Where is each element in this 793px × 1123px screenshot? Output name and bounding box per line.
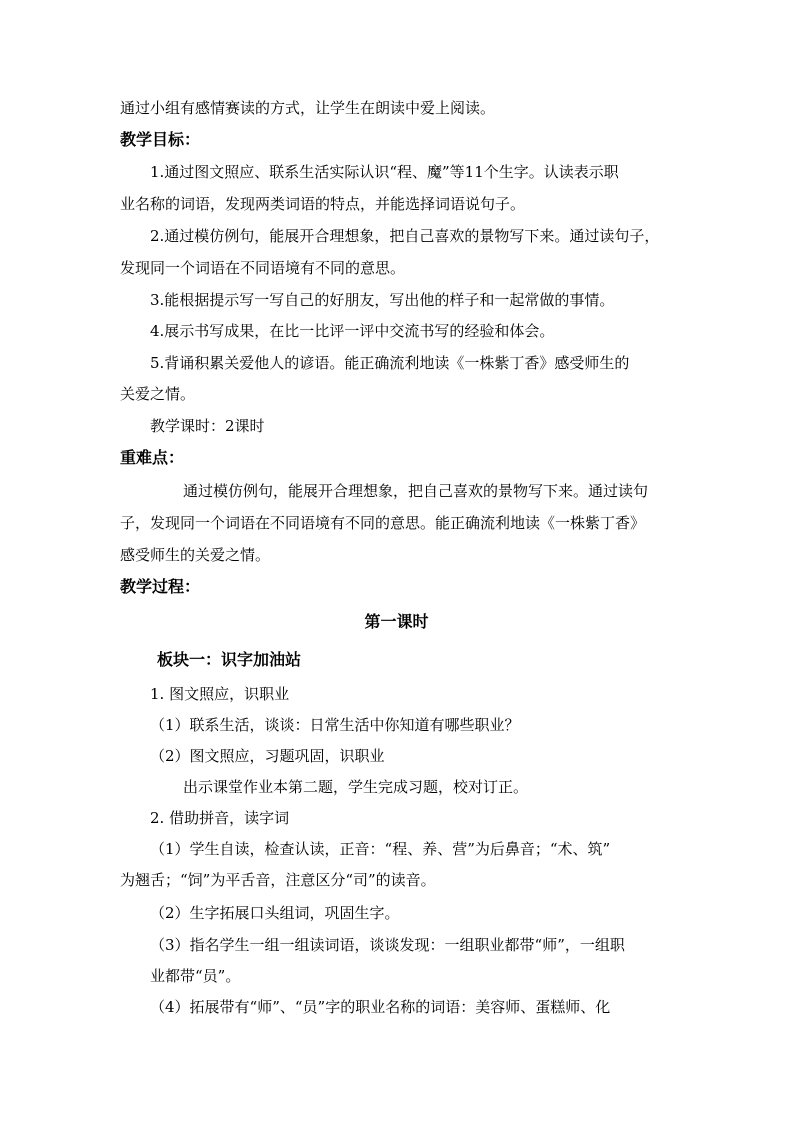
process-heading: 教学过程：	[120, 577, 201, 596]
process-line: 2. 借助拼音，读字词	[150, 809, 290, 827]
keypoint-line: 感受师生的关爱之情。	[120, 546, 271, 564]
process-line: （1）联系生活，谈谈：日常生活中你知道有哪些职业？	[150, 716, 520, 734]
process-line: （4）拓展带有“师”、“员”字的职业名称的词语：美容师、蛋糕师、化	[150, 998, 611, 1016]
keypoints-heading: 重难点：	[120, 448, 185, 467]
objective-line: 业名称的词语，发现两类词语的特点，并能选择词语说句子。	[120, 195, 526, 213]
objective-line: 4.展示书写成果，在比一比评一评中交流书写的经验和体会。	[150, 322, 555, 340]
objective-line: 3.能根据提示写一写自己的好朋友，写出他的样子和一起常做的事情。	[150, 291, 615, 309]
objective-line: 1.通过图文照应、联系生活实际认识“程、魔”等11个生字。认读表示职	[150, 163, 619, 181]
process-line: 出示课堂作业本第二题，学生完成习题，校对订正。	[183, 778, 529, 796]
process-line: 业都带“员”。	[150, 967, 241, 985]
intro-text: 通过小组有感情赛读的方式，让学生在朗读中爱上阅读。	[120, 99, 496, 117]
objective-line: 5.背诵积累关爱他人的谚语。能正确流利地读《一株紫丁香》感受师生的	[150, 354, 630, 372]
process-line: （2）生字拓展口头组词，巩固生字。	[150, 904, 400, 922]
objectives-heading: 教学目标：	[120, 130, 201, 149]
process-line: 为翘舌；“饲”为平舌音，注意区分“司”的读音。	[120, 871, 436, 889]
process-line: （2）图文照应，习题巩固，识职业	[150, 747, 385, 765]
objective-line: 关爱之情。	[120, 385, 196, 403]
teaching-hours: 教学课时：2课时	[150, 417, 265, 435]
block-title: 板块一：识字加油站	[157, 650, 302, 669]
process-line: （1）学生自读，检查认读，正音：“程、养、营”为后鼻音；“术、筑”	[150, 840, 611, 858]
objective-line: 发现同一个词语在不同语境有不同的意思。	[120, 259, 406, 277]
objective-line: 2.通过模仿例句，能展开合理想象，把自己喜欢的景物写下来。通过读句子，	[150, 227, 660, 245]
process-line: 1. 图文照应，识职业	[150, 685, 290, 703]
keypoint-line: 通过模仿例句，能展开合理想象，把自己喜欢的景物写下来。通过读句	[183, 482, 649, 500]
process-line: （3）指名学生一组一组读词语，谈谈发现：一组职业都带“师”，一组职	[150, 936, 625, 954]
keypoint-line: 子，发现同一个词语在不同语境有不同的意思。能正确流利地读《一株紫丁香》	[120, 514, 646, 532]
lesson-title: 第一课时	[364, 612, 429, 631]
